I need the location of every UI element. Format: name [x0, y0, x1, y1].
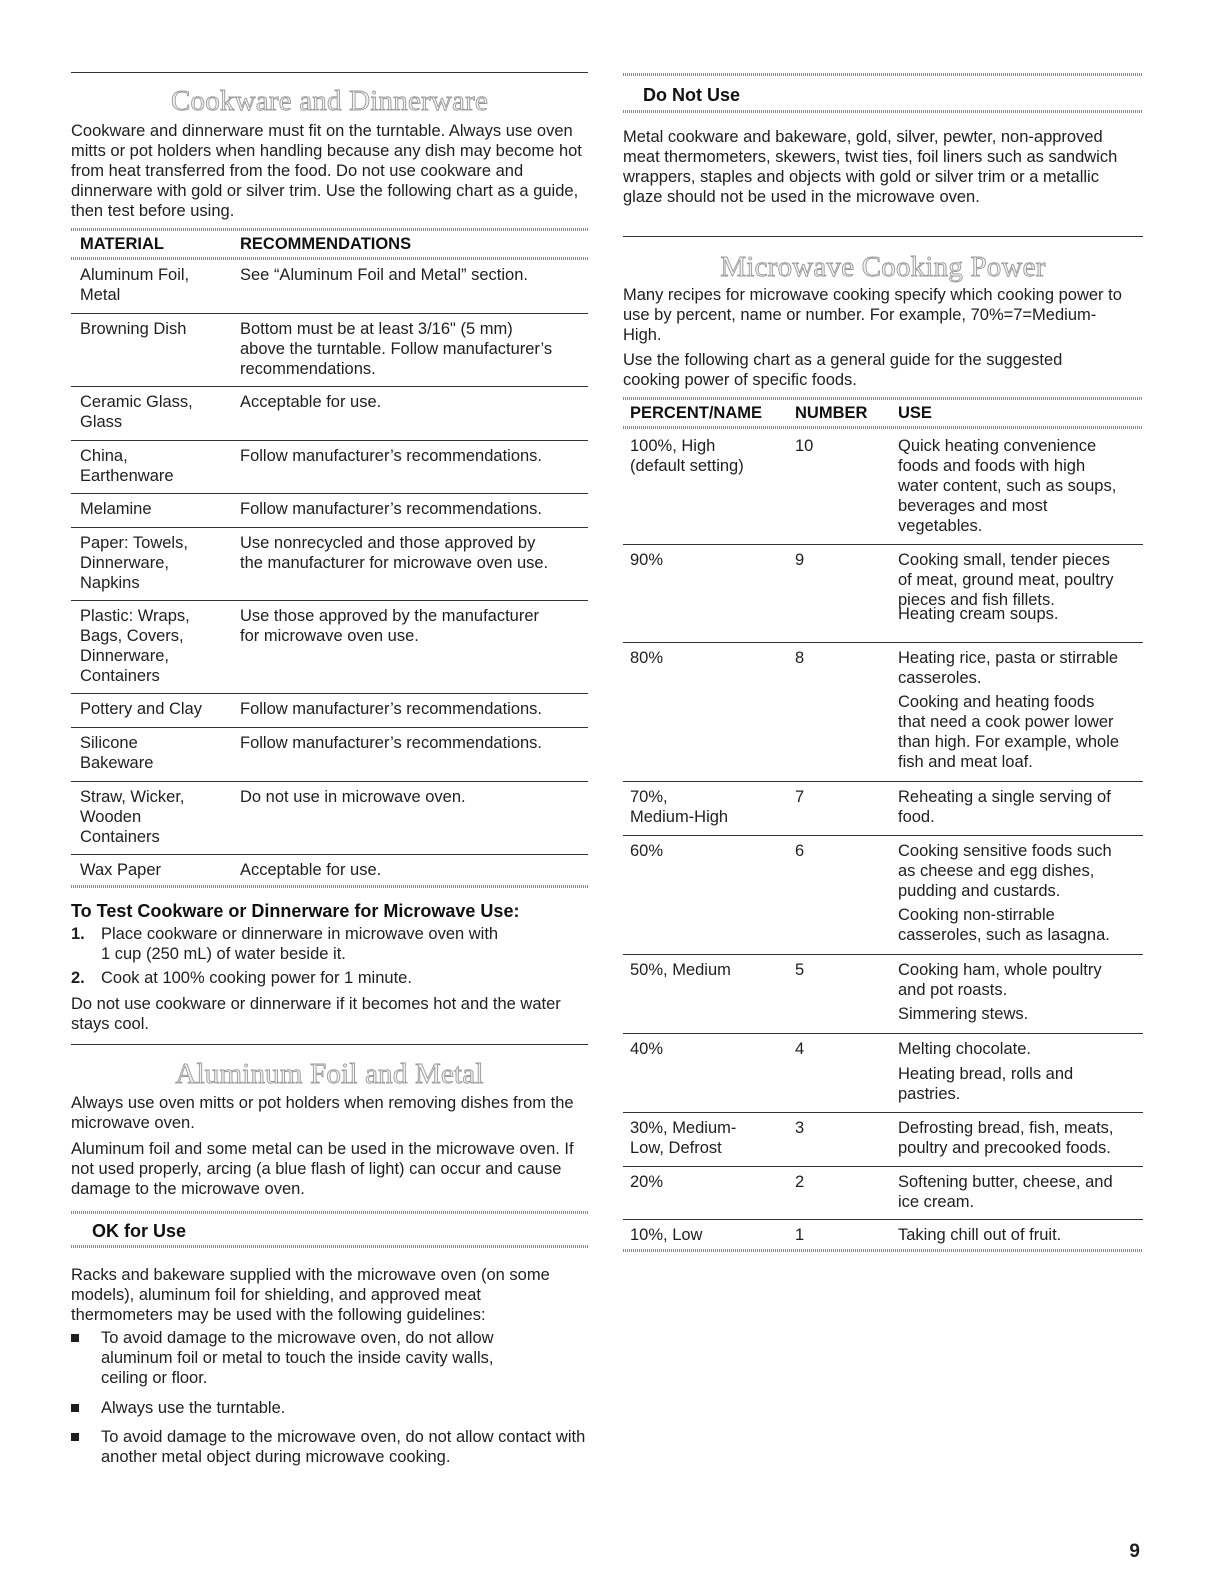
recommendation-cell: Follow manufacturer’s recommendations. — [240, 447, 543, 465]
use-cell: Melting chocolate. — [898, 1040, 1031, 1058]
section-rule — [71, 72, 588, 73]
use-cell: Simmering stews. — [898, 1005, 1029, 1023]
ok-top-rule — [71, 1211, 588, 1214]
use-cell: Defrosting bread, fish, meats, poultry and precooked foods. — [898, 1119, 1114, 1157]
row-divider — [71, 854, 588, 855]
material-cell: Browning Dish — [80, 320, 187, 338]
row-divider — [71, 386, 588, 387]
recommendation-cell: Use nonrecycled and those approved by the manufacturer for microwave oven use. — [240, 534, 549, 572]
ok-bottom-rule — [71, 1245, 588, 1248]
cookware-section-title: Cookware and Dinnerware — [170, 85, 489, 117]
bullet-text: To avoid damage to the microwave oven, do not allow aluminum foil or metal to touch the inside cavity walls, ceiling or floor. — [101, 1329, 494, 1387]
do-not-use-text: Metal cookware and bakeware, gold, silver, pewter, non-approved meat thermometers, skewers, twist ties, foil liners such as sandwich wrappers, staples and objects with gold or silver trim or a metallic glaze should not be used in the microwave oven. — [623, 128, 1118, 206]
recommendation-cell: Follow manufacturer’s recommendations. — [240, 700, 543, 718]
use-cell: Cooking sensitive foods such as cheese and egg dishes, pudding and custards. — [898, 842, 1112, 900]
test-heading: To Test Cookware or Dinnerware for Microwave Use: — [71, 901, 520, 921]
row-divider — [71, 440, 588, 441]
recommendation-cell: Acceptable for use. — [240, 393, 382, 411]
number-cell: 1 — [795, 1226, 805, 1244]
material-cell: Ceramic Glass, Glass — [80, 393, 193, 431]
row-divider — [623, 1166, 1143, 1167]
use-cell: Reheating a single serving of food. — [898, 788, 1111, 826]
row-divider — [71, 600, 588, 601]
bullet-text: Always use the turntable. — [101, 1399, 286, 1417]
do-not-use-heading: Do Not Use — [643, 85, 741, 105]
use-cell: Cooking non-stirrable casseroles, such as lasagna. — [898, 906, 1110, 944]
use-cell: Heating rice, pasta or stirrable casseroles. — [898, 649, 1119, 687]
power-table-header-rule — [623, 426, 1143, 429]
use-cell: Heating bread, rolls and pastries. — [898, 1065, 1074, 1103]
row-divider — [623, 954, 1143, 955]
donot-top-rule — [623, 73, 1143, 76]
number-cell: 6 — [795, 842, 805, 860]
step-text: Cook at 100% cooking power for 1 minute. — [101, 969, 412, 987]
number-cell: 3 — [795, 1119, 805, 1137]
row-divider — [623, 1112, 1143, 1113]
step-number: 2. — [71, 969, 85, 987]
use-cell: Quick heating convenience foods and foods with high water content, such as soups, beverages and most vegetables. — [898, 437, 1117, 535]
foil-paragraph-1: Always use oven mitts or pot holders when removing dishes from the microwave oven. — [71, 1094, 574, 1132]
recommendation-cell: Do not use in microwave oven. — [240, 788, 466, 806]
recommendation-cell: Follow manufacturer’s recommendations. — [240, 734, 543, 752]
row-divider — [71, 313, 588, 314]
number-cell: 4 — [795, 1040, 805, 1058]
power-table-bottom-rule — [623, 1249, 1143, 1252]
recommendation-cell: Follow manufacturer’s recommendations. — [240, 500, 543, 518]
material-cell: Straw, Wicker, Wooden Containers — [80, 788, 185, 846]
row-divider — [71, 493, 588, 494]
power-table-top-rule — [623, 397, 1143, 400]
table-bottom-rule — [71, 885, 588, 888]
bullet-marker — [71, 1334, 79, 1342]
row-divider — [623, 1033, 1143, 1034]
bullet-text: To avoid damage to the microwave oven, do not allow contact with another metal object during microwave cooking. — [101, 1428, 586, 1466]
material-cell: China, Earthenware — [80, 447, 174, 485]
table-top-rule — [71, 228, 588, 231]
foil-paragraph-2: Aluminum foil and some metal can be used in the microwave oven. If not used properly, arcing (a blue flash of light) can occur and cause damage to the microwave oven. — [71, 1140, 574, 1198]
recommendation-cell: Acceptable for use. — [240, 861, 382, 879]
material-cell: Plastic: Wraps, Bags, Covers, Dinnerware, Containers — [80, 607, 190, 685]
row-divider — [71, 727, 588, 728]
material-cell: Aluminum Foil, Metal — [80, 266, 190, 304]
material-cell: Wax Paper — [80, 861, 162, 879]
step-text: Place cookware or dinnerware in microwave oven with 1 cup (250 mL) of water beside it. — [101, 925, 499, 963]
percent-name-cell: 100%, High (default setting) — [630, 437, 744, 475]
test-note: Do not use cookware or dinnerware if it becomes hot and the water stays cool. — [71, 995, 561, 1033]
number-cell: 5 — [795, 961, 805, 979]
percent-name-cell: 20% — [630, 1173, 664, 1191]
material-header: MATERIAL — [80, 235, 165, 253]
row-divider — [71, 527, 588, 528]
section-rule — [623, 236, 1143, 237]
recommendations-header: RECOMMENDATIONS — [240, 235, 412, 253]
number-cell: 7 — [795, 788, 805, 806]
percent-name-cell: 40% — [630, 1040, 664, 1058]
power-section-title: Microwave Cooking Power — [720, 251, 1046, 283]
power-paragraph-1: Many recipes for microwave cooking specify which cooking power to use by percent, name or number. For example, 70%=7=Medium-High. — [623, 286, 1122, 344]
ok-for-use-heading: OK for Use — [92, 1221, 187, 1241]
use-cell: Softening butter, cheese, and ice cream. — [898, 1173, 1113, 1211]
table-header-rule — [71, 257, 588, 260]
ok-for-use-text: Racks and bakeware supplied with the microwave oven (on some models), aluminum foil for shielding, and approved meat thermometers may be used with the following guidelines: — [71, 1266, 550, 1324]
percent-name-cell: 60% — [630, 842, 664, 860]
row-divider — [623, 1219, 1143, 1220]
row-divider — [623, 835, 1143, 836]
number-header: NUMBER — [795, 404, 868, 422]
use-cell: Heating cream soups. — [898, 605, 1059, 623]
percent-name-cell: 90% — [630, 551, 664, 569]
material-cell: Pottery and Clay — [80, 700, 202, 718]
percent-name-cell: 50%, Medium — [630, 961, 731, 979]
use-cell: Cooking ham, whole poultry and pot roasts. — [898, 961, 1102, 999]
number-cell: 10 — [795, 437, 814, 455]
material-cell: Paper: Towels, Dinnerware, Napkins — [80, 534, 188, 592]
percent-name-cell: 10%, Low — [630, 1226, 703, 1244]
number-cell: 8 — [795, 649, 805, 667]
recommendation-cell: Bottom must be at least 3/16" (5 mm) above the turntable. Follow manufacturer’s recommendations. — [240, 320, 553, 378]
row-divider — [623, 781, 1143, 782]
bullet-marker — [71, 1433, 79, 1441]
page-number: 9 — [1129, 1541, 1140, 1562]
row-divider — [623, 642, 1143, 643]
number-cell: 2 — [795, 1173, 805, 1191]
material-cell: Melamine — [80, 500, 152, 518]
power-paragraph-2: Use the following chart as a general guide for the suggested cooking power of specific foods. — [623, 351, 1063, 389]
percent-name-cell: 80% — [630, 649, 664, 667]
foil-section-title: Aluminum Foil and Metal — [175, 1058, 484, 1090]
recommendation-cell: See “Aluminum Foil and Metal” section. — [240, 266, 528, 284]
section-rule — [71, 1044, 588, 1045]
recommendation-cell: Use those approved by the manufacturer for microwave oven use. — [240, 607, 540, 645]
use-cell: Taking chill out of fruit. — [898, 1226, 1062, 1244]
use-header: USE — [898, 404, 932, 422]
percent-name-cell: 70%, Medium-High — [630, 788, 729, 826]
percent-name-header: PERCENT/NAME — [630, 404, 763, 422]
cookware-intro: Cookware and dinnerware must fit on the turntable. Always use oven mitts or pot holders when handling because any dish may become hot from heat transferred from the food. Do not use cookware and dinnerware with gold or silver trim. Use the following chart as a guide, then test before using. — [71, 122, 582, 220]
use-cell: Cooking and heating foods that need a cook power lower than high. For example, whole fish and meat loaf. — [898, 693, 1120, 771]
row-divider — [71, 781, 588, 782]
use-cell: Cooking small, tender pieces of meat, ground meat, poultry pieces and fish fillets. — [898, 551, 1114, 609]
donot-bottom-rule — [623, 110, 1143, 113]
material-cell: Silicone Bakeware — [80, 734, 154, 772]
percent-name-cell: 30%, Medium- Low, Defrost — [630, 1119, 737, 1157]
row-divider — [623, 544, 1143, 545]
row-divider — [71, 693, 588, 694]
bullet-marker — [71, 1404, 79, 1412]
step-number: 1. — [71, 925, 85, 943]
number-cell: 9 — [795, 551, 805, 569]
